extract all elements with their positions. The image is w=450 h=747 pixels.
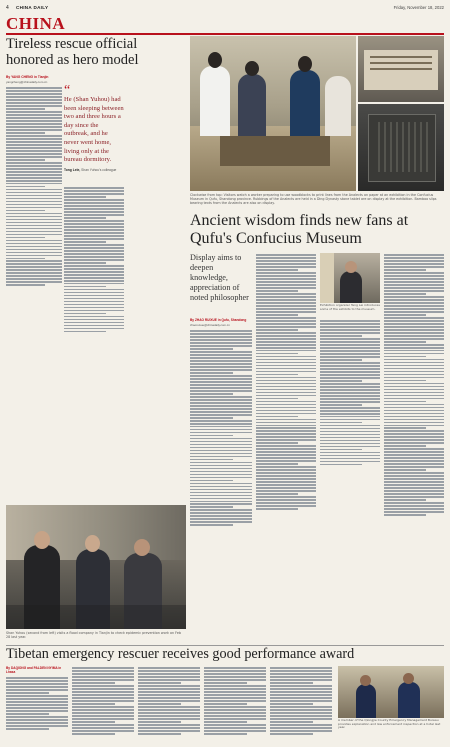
person-figure — [34, 531, 50, 549]
story2-col3 — [320, 319, 380, 467]
pull-quote-role: Shan Yuhou's colleague — [81, 167, 117, 172]
story2-byline: By ZHAO RUIXUE in Qufu, Shandong — [190, 318, 247, 322]
story2-headline: Ancient wisdom finds new fans at Qufu's Confucius Museum — [190, 212, 409, 247]
story2-photo-organizer — [320, 253, 380, 303]
story3-photo-caption: A member of the Qiongjie County Emergency Management Bureau provides explanation and law enforcement inspection at a hotel last year. — [338, 718, 441, 730]
person-figure — [290, 70, 320, 136]
person-figure — [200, 66, 230, 136]
masthead — [6, 4, 444, 14]
story3-col2 — [72, 666, 134, 736]
person-figure — [245, 61, 259, 76]
story3-col3 — [138, 666, 200, 736]
story2-col1 — [190, 329, 252, 527]
story2-photo-scroll — [358, 36, 444, 102]
pull-quote: He (Shan Yuhou) had been sleeping between two and three hours a day since the outbreak, and he never went home, living only at the bureau dormitory. — [64, 96, 124, 164]
person-figure — [403, 673, 414, 684]
story2-main-photo — [190, 36, 356, 191]
story3-headline: Tibetan emergency rescuer receives good performance award — [6, 646, 355, 662]
section-title: CHINA — [6, 14, 66, 33]
person-figure — [340, 271, 362, 303]
date-line: Friday, November 18, 2022 — [393, 5, 444, 10]
story2-col2 — [256, 253, 316, 511]
person-figure — [398, 682, 420, 718]
story1-col1 — [6, 86, 62, 287]
story2-col4 — [384, 253, 444, 517]
person-figure — [134, 539, 150, 556]
story3-byline: By DAQIONG and PALDEN NYIMA in Lhasa — [6, 666, 62, 674]
person-figure — [208, 52, 222, 68]
person-figure — [356, 684, 376, 718]
person-figure — [360, 675, 371, 686]
person-figure — [345, 261, 357, 273]
person-figure — [85, 535, 100, 552]
story1-photo-caption: Shan Yuhou (second from left) visits a flood company in Tianjin to check epidemic prevention work on Feb 28 last year. — [6, 631, 181, 640]
story2-email: zhaoruixue@chinadaily.com.cn — [190, 323, 230, 327]
story1-email: yangcheng@chinadaily.com.cn — [6, 79, 48, 84]
story2-photo-tablet — [358, 104, 444, 191]
page-number: 4 — [6, 5, 9, 11]
story3-col4 — [204, 666, 266, 736]
story2-deck: Display aims to deepen knowledge, appreciation of noted philosopher — [190, 253, 249, 302]
person-figure — [325, 76, 351, 136]
story2-photo-caption: Clockwise from top: Visitors watch a worker preparing to use woodblocks to print lines from the Analects on paper at an exhibition in the Confucius Museum in Qufu, Shandong province. Rubbings of the Analects are held in a Ding Dynasty stone tablet are on display at the exhibition. Bamboo slips bearing texts from the Analects are also on display. — [190, 193, 437, 206]
story2-photo2-caption: Exhibition organizer Teng Lei introduces some of the exhibits to the museum. — [320, 303, 380, 311]
person-figure — [238, 74, 266, 136]
story1-headline: Tireless rescue official honored as hero model — [6, 36, 139, 68]
pull-quote-box — [64, 83, 124, 172]
story1-byline: By YANG CHENG in Tianjin — [6, 75, 49, 79]
story3-col5 — [270, 666, 332, 736]
brand-name: CHINA DAILY — [16, 5, 49, 10]
quote-mark-icon: “ — [64, 83, 71, 98]
section-rule — [6, 33, 444, 35]
story1-col2 — [64, 186, 124, 334]
person-figure — [298, 56, 312, 72]
story3-photo — [338, 666, 444, 718]
story3-col1 — [6, 676, 68, 731]
pull-quote-attribution: Tong Lele, — [64, 167, 81, 172]
story1-photo — [6, 505, 186, 629]
